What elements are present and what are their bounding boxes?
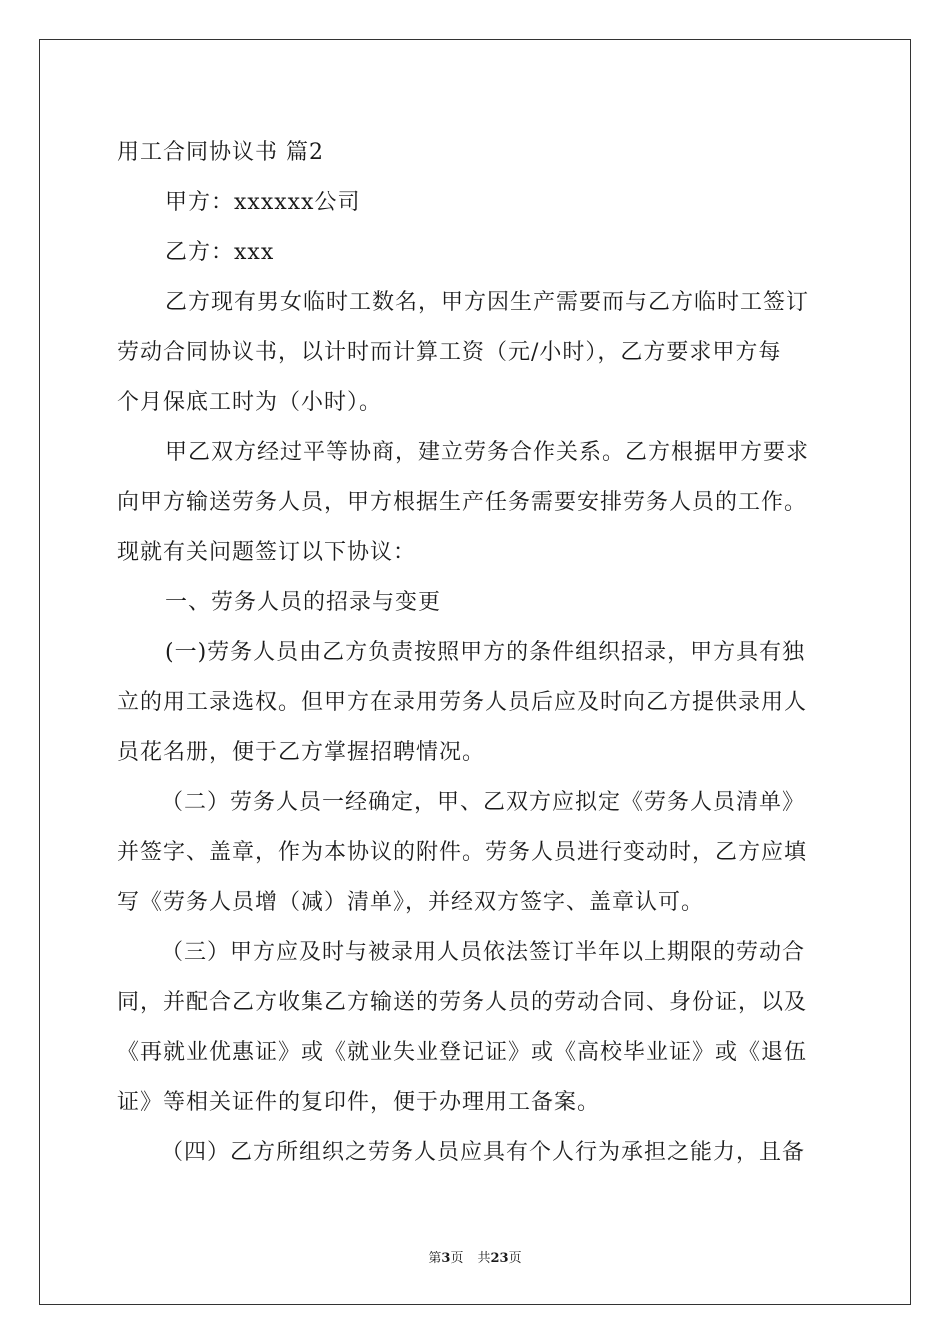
paragraph-line: 甲乙双方经过平等协商，建立劳务合作关系。乙方根据甲方要求 bbox=[165, 440, 810, 465]
page-number: 3 bbox=[441, 1251, 451, 1266]
paragraph bbox=[117, 428, 833, 578]
page-suffix: 页 bbox=[450, 1251, 464, 1266]
document-title: 用工合同协议书 篇2 bbox=[117, 140, 324, 165]
paragraph-line: 向甲方输送劳务人员，甲方根据生产任务需要安排劳务人员的工作。 bbox=[117, 490, 808, 515]
paragraph-line: （二）劳务人员一经确定，甲、乙双方应拟定《劳务人员清单》 bbox=[161, 790, 806, 815]
paragraph bbox=[117, 628, 833, 778]
paragraph-line: 个月保底工时为（小时）。 bbox=[117, 390, 383, 415]
total-suffix: 页 bbox=[508, 1251, 522, 1266]
paragraph bbox=[117, 778, 833, 928]
total-pages: 23 bbox=[490, 1251, 509, 1266]
paragraph-line: 写《劳务人员增（减）清单》，并经双方签字、盖章认可。 bbox=[117, 890, 705, 915]
paragraph bbox=[117, 928, 833, 1128]
paragraph-line: 劳动合同协议书，以计时而计算工资（元/小时），乙方要求甲方每 bbox=[117, 340, 782, 365]
paragraph-line: 乙方现有男女临时工数名，甲方因生产需要而与乙方临时工签订 bbox=[165, 290, 810, 315]
party-b: 乙方：xxx bbox=[165, 240, 275, 265]
party-a: 甲方：xxxxxx公司 bbox=[165, 190, 361, 215]
paragraph bbox=[117, 1128, 833, 1178]
paragraph-line: 证》等相关证件的复印件，便于办理用工备案。 bbox=[117, 1090, 601, 1115]
paragraph-line: （三）甲方应及时与被录用人员依法签订半年以上期限的劳动合 bbox=[161, 940, 806, 965]
total-prefix: 共 bbox=[477, 1251, 491, 1266]
paragraph-line: 员花名册，便于乙方掌握招聘情况。 bbox=[117, 740, 486, 765]
paragraph-line: (一)劳务人员由乙方负责按照甲方的条件组织招录，甲方具有独 bbox=[165, 640, 806, 665]
document-body bbox=[117, 128, 833, 1178]
paragraph-line: 并签字、盖章，作为本协议的附件。劳务人员进行变动时，乙方应填 bbox=[117, 840, 808, 865]
paragraph-line: 同，并配合乙方收集乙方输送的劳务人员的劳动合同、身份证，以及 bbox=[117, 990, 808, 1015]
section-heading bbox=[117, 578, 833, 628]
section-heading-text: 一、劳务人员的招录与变更 bbox=[165, 590, 442, 615]
page-prefix: 第 bbox=[428, 1251, 442, 1266]
paragraph-line: 立的用工录选权。但甲方在录用劳务人员后应及时向乙方提供录用人 bbox=[117, 690, 808, 715]
paragraph-line: 现就有关问题签订以下协议： bbox=[117, 540, 417, 565]
paragraph-line: （四）乙方所组织之劳务人员应具有个人行为承担之能力，且备 bbox=[161, 1140, 806, 1165]
paragraph-line: 《再就业优惠证》或《就业失业登记证》或《高校毕业证》或《退伍 bbox=[117, 1040, 808, 1065]
page-footer bbox=[0, 1247, 950, 1266]
paragraph bbox=[117, 278, 833, 428]
